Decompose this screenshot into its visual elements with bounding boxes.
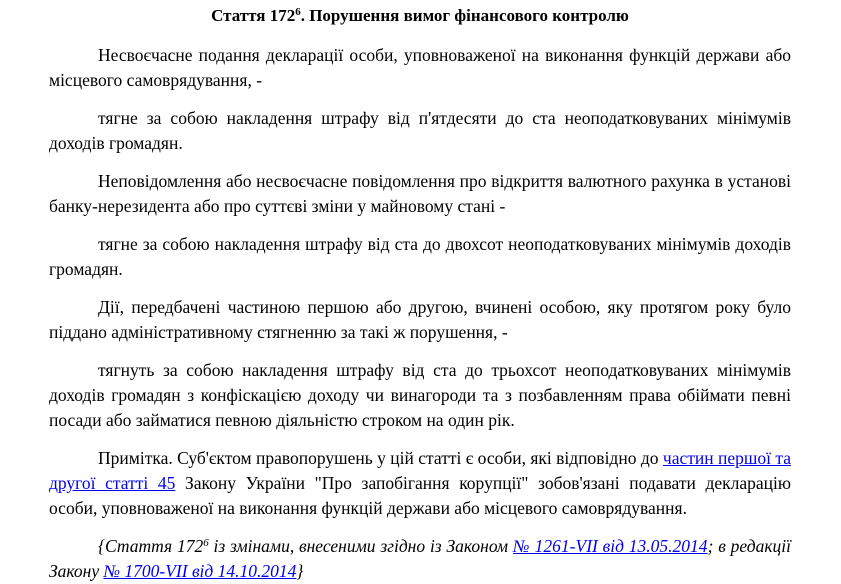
article-title-superscript: 6 (295, 6, 301, 18)
amendment-superscript: 6 (203, 537, 209, 549)
paragraph-6: тягнуть за собою накладення штрафу від ста до трьохсот неоподатковуваних мінімумів доходів громадян з конфіскацією доходу чи винагороди та з позбавленням права обіймати певні посади або займатися певною діяльністю строком на один рік. (49, 360, 791, 430)
note-text-before: Примітка. Суб'єктом правопорушень у цій статті є особи, які відповідно до (98, 448, 663, 468)
amendment-note (49, 534, 791, 584)
note-text-after: Закону України "Про запобігання корупції" зобов'язані подавати декларацію особи, уповноваженої на виконання функцій держави або місцевого самоврядування. (49, 473, 791, 518)
amendment-text-2: із змінами, внесеними згідно із Законом (208, 536, 513, 556)
amendment-text-1: {Стаття 172 (98, 536, 204, 556)
amendment-text-4: } (296, 561, 304, 581)
paragraph-5: Дії, передбачені частиною першою або другою, вчинені особою, яку протягом року було піддано адміністративному стягненню за такі ж порушення, - (49, 297, 791, 342)
paragraph-2: тягне за собою накладення штрафу від п'ятдесяти до ста неоподатковуваних мінімумів доходів громадян. (49, 108, 791, 153)
amendment-text-3: ; в редакції Закону (49, 536, 791, 581)
note-paragraph (49, 446, 791, 521)
paragraph-1: Несвоєчасне подання декларації особи, уповноваженої на виконання функцій держави або місцевого самоврядування, - (49, 45, 791, 90)
article-title (49, 4, 791, 28)
article-title-suffix: . Порушення вимог фінансового контролю (300, 6, 629, 25)
note-law-link[interactable]: частин першої та другої статті 45 (49, 448, 791, 493)
paragraph-4: тягне за собою накладення штрафу від ста до двохсот неоподатковуваних мінімумів доходів громадян. (49, 234, 791, 279)
amendment-link-1700[interactable]: № 1700-VII від 14.10.2014 (103, 561, 297, 581)
paragraph-3: Неповідомлення або несвоєчасне повідомлення про відкриття валютного рахунка в установі банку-нерезидента або про суттєві зміни у майновому стані - (49, 171, 791, 216)
article-title-prefix: Стаття 172 (211, 6, 296, 25)
amendment-link-1261[interactable]: № 1261-VII від 13.05.2014 (512, 536, 708, 556)
